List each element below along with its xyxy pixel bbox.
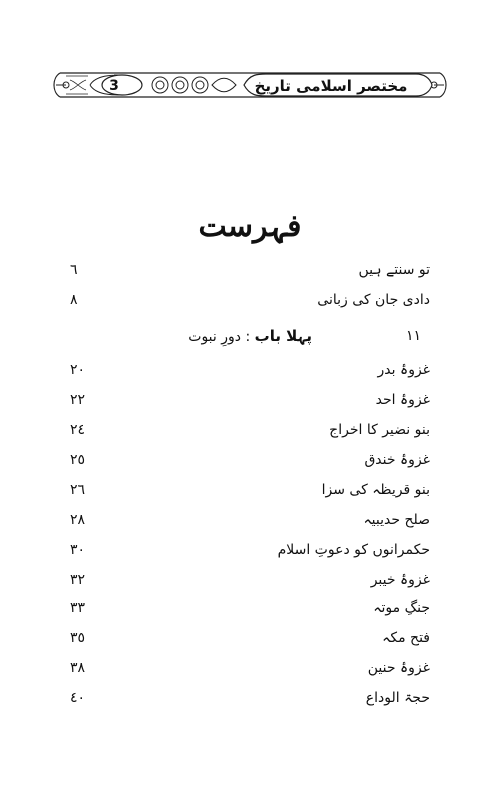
toc-entry-title: تو سنتے ہیں bbox=[358, 262, 430, 278]
toc-entry-page: ٢٥ bbox=[70, 452, 86, 468]
toc-entry[interactable] bbox=[70, 625, 430, 651]
toc-entry[interactable] bbox=[70, 287, 430, 313]
toc-entry[interactable] bbox=[70, 357, 430, 383]
toc-entry-page: ٢٦ bbox=[70, 482, 86, 498]
toc-entry[interactable] bbox=[70, 685, 430, 711]
toc-entry-page: ٢٨ bbox=[70, 512, 86, 528]
page-number: 3 bbox=[109, 78, 119, 94]
toc-entry-title: غزوۂ خیبر bbox=[370, 572, 430, 588]
toc-entry[interactable] bbox=[70, 387, 430, 413]
toc-chapter-entry[interactable] bbox=[70, 323, 430, 349]
chapter-label: پہلا باب bbox=[254, 327, 312, 345]
toc-entry[interactable] bbox=[70, 537, 430, 563]
toc-entry-title: حجۃ الوداع bbox=[365, 690, 430, 706]
toc-entry-title: غزوۂ احد bbox=[375, 392, 430, 408]
running-title: مختصر اسلامی تاریخ bbox=[254, 77, 408, 95]
toc-entry-title: بنو قریظہ کی سزا bbox=[321, 482, 430, 498]
toc-entry-page: ٢٤ bbox=[70, 422, 86, 438]
toc-entry-page: ٨ bbox=[70, 292, 78, 308]
chapter-heading bbox=[188, 323, 312, 350]
toc-entry-page: ١١ bbox=[406, 328, 422, 344]
toc-entry-page: ٣٠ bbox=[70, 542, 86, 558]
toc-entry[interactable] bbox=[70, 447, 430, 473]
toc-entry-page: ٢٢ bbox=[70, 392, 86, 408]
toc-entry-page: ٤٠ bbox=[70, 690, 86, 706]
toc-entry-title: بنو نضیر کا اخراج bbox=[329, 422, 430, 438]
toc-entry-page: ٣٨ bbox=[70, 660, 86, 676]
toc-entry[interactable] bbox=[70, 477, 430, 503]
toc-entry[interactable] bbox=[70, 595, 430, 621]
toc-entry-page: ٢٠ bbox=[70, 362, 86, 378]
chapter-subtitle: : دورِ نبوت bbox=[188, 329, 251, 345]
toc-entry[interactable] bbox=[70, 567, 430, 593]
toc-entry[interactable] bbox=[70, 417, 430, 443]
page-title: فہرست bbox=[198, 209, 302, 244]
toc-entry[interactable] bbox=[70, 507, 430, 533]
toc-entry-title: غزوۂ خندق bbox=[364, 452, 430, 468]
toc-entry-title: فتح مکہ bbox=[382, 630, 430, 646]
toc-entry-title: غزوۂ حنین bbox=[367, 660, 430, 676]
toc-entry[interactable] bbox=[70, 655, 430, 681]
toc-entry-title: جنگِ موتہ bbox=[373, 600, 430, 616]
toc-entry-title: صلح حدیبیہ bbox=[363, 512, 430, 528]
toc-entry-page: ٣٣ bbox=[70, 600, 86, 616]
toc-entry-title: دادی جان کی زبانی bbox=[317, 292, 430, 308]
toc-entry-title: حکمرانوں کو دعوتِ اسلام bbox=[277, 542, 430, 558]
toc-entry-page: ٣٥ bbox=[70, 630, 86, 646]
toc-entry-page: ٦ bbox=[70, 262, 78, 278]
toc-entry-page: ٣٢ bbox=[70, 572, 86, 588]
toc-entry[interactable] bbox=[70, 257, 430, 283]
toc-entry-title: غزوۂ بدر bbox=[377, 362, 430, 378]
